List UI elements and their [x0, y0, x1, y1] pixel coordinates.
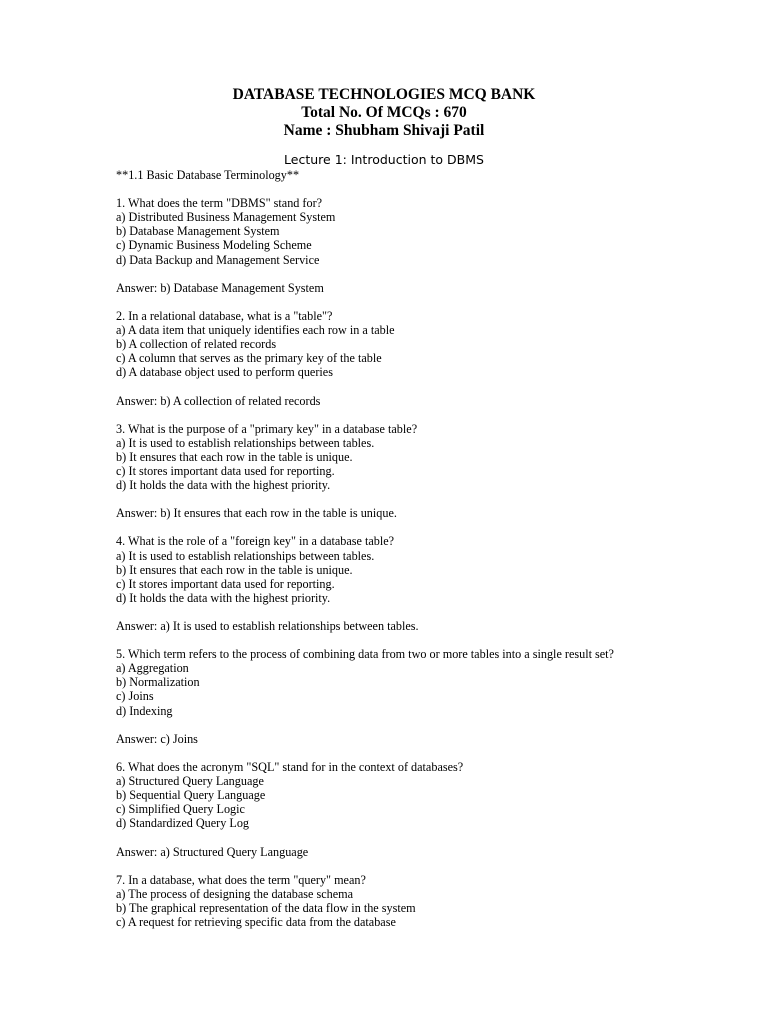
- spacer: [116, 859, 756, 873]
- spacer: [116, 746, 756, 760]
- spacer: [116, 408, 756, 422]
- question-text: 2. In a relational database, what is a "table"?: [116, 308, 333, 323]
- question-text: 6. What does the acronym "SQL" stand for in the context of databases?: [116, 759, 464, 774]
- option-a: a) The process of designing the database schema: [116, 886, 354, 901]
- question-block: [116, 309, 756, 422]
- option-d: d) Standardized Query Log: [116, 816, 250, 831]
- option-d: d) Indexing: [116, 703, 173, 718]
- answer-text: Answer: a) It is used to establish relationships between tables.: [116, 619, 419, 633]
- option-b: b) It ensures that each row in the table is unique.: [116, 562, 353, 577]
- option-b: b) It ensures that each row in the table is unique.: [116, 449, 353, 464]
- spacer: [116, 605, 756, 619]
- spacer: [116, 295, 756, 309]
- author-name: Name : Shubham Shivaji Patil: [283, 122, 485, 139]
- document-header: [0, 86, 768, 140]
- spacer: [116, 718, 756, 732]
- option-a: a) Aggregation: [116, 661, 189, 676]
- option-c: c) Simplified Query Logic: [116, 802, 245, 817]
- question-block: [116, 647, 756, 760]
- option-c: c) A request for retrieving specific data from the database: [116, 914, 396, 929]
- spacer: [116, 267, 756, 281]
- option-b: b) Sequential Query Language: [116, 788, 266, 803]
- question-text: 3. What is the purpose of a "primary key" in a database table?: [116, 421, 418, 436]
- option-d: d) It holds the data with the highest priority.: [116, 590, 331, 605]
- lecture-heading: Lecture 1: Introduction to DBMS: [284, 152, 484, 167]
- option-b: b) Database Management System: [116, 224, 280, 239]
- question-text: 1. What does the term "DBMS" stand for?: [116, 196, 323, 211]
- answer-text: Answer: a) Structured Query Language: [116, 844, 309, 859]
- spacer: [116, 633, 756, 647]
- question-text: 5. Which term refers to the process of combining data from two or more tables into a single result set?: [116, 647, 614, 662]
- option-b: b) Normalization: [116, 675, 200, 690]
- document-body: [116, 168, 756, 929]
- option-a: a) Distributed Business Management System: [116, 210, 336, 225]
- option-a: a) A data item that uniquely identifies each row in a table: [116, 323, 395, 338]
- question-block: [116, 196, 756, 309]
- option-d: d) A database object used to perform queries: [116, 365, 333, 380]
- question-block: [116, 534, 756, 647]
- option-c: c) Joins: [116, 689, 154, 704]
- answer-text: Answer: b) A collection of related records: [116, 393, 321, 408]
- section-heading: **1.1 Basic Database Terminology**: [116, 168, 300, 182]
- question-text: 7. In a database, what does the term "query" mean?: [116, 872, 366, 887]
- spacer: [116, 379, 756, 393]
- question-block: [116, 422, 756, 535]
- option-a: a) Structured Query Language: [116, 774, 264, 789]
- answer-text: Answer: b) It ensures that each row in the table is unique.: [116, 506, 397, 521]
- spacer: [116, 520, 756, 534]
- option-c: c) Dynamic Business Modeling Scheme: [116, 238, 312, 253]
- question-block: [116, 760, 756, 873]
- option-d: d) Data Backup and Management Service: [116, 252, 320, 267]
- option-c: c) A column that serves as the primary key of the table: [116, 351, 382, 366]
- option-b: b) A collection of related records: [116, 337, 277, 352]
- option-a: a) It is used to establish relationships between tables.: [116, 548, 375, 563]
- option-a: a) It is used to establish relationships between tables.: [116, 435, 375, 450]
- question-block: [116, 873, 756, 929]
- option-c: c) It stores important data used for reporting.: [116, 576, 335, 591]
- total-mcqs: Total No. Of MCQs : 670: [301, 104, 467, 121]
- option-d: d) It holds the data with the highest priority.: [116, 478, 331, 493]
- option-c: c) It stores important data used for reporting.: [116, 463, 335, 478]
- answer-text: Answer: c) Joins: [116, 731, 198, 746]
- spacer: [116, 182, 756, 196]
- question-text: 4. What is the role of a "foreign key" in a database table?: [116, 534, 395, 549]
- spacer: [116, 830, 756, 844]
- spacer: [116, 492, 756, 506]
- option-b: b) The graphical representation of the data flow in the system: [116, 900, 416, 915]
- answer-text: Answer: b) Database Management System: [116, 280, 324, 295]
- document-title: DATABASE TECHNOLOGIES MCQ BANK: [232, 86, 536, 103]
